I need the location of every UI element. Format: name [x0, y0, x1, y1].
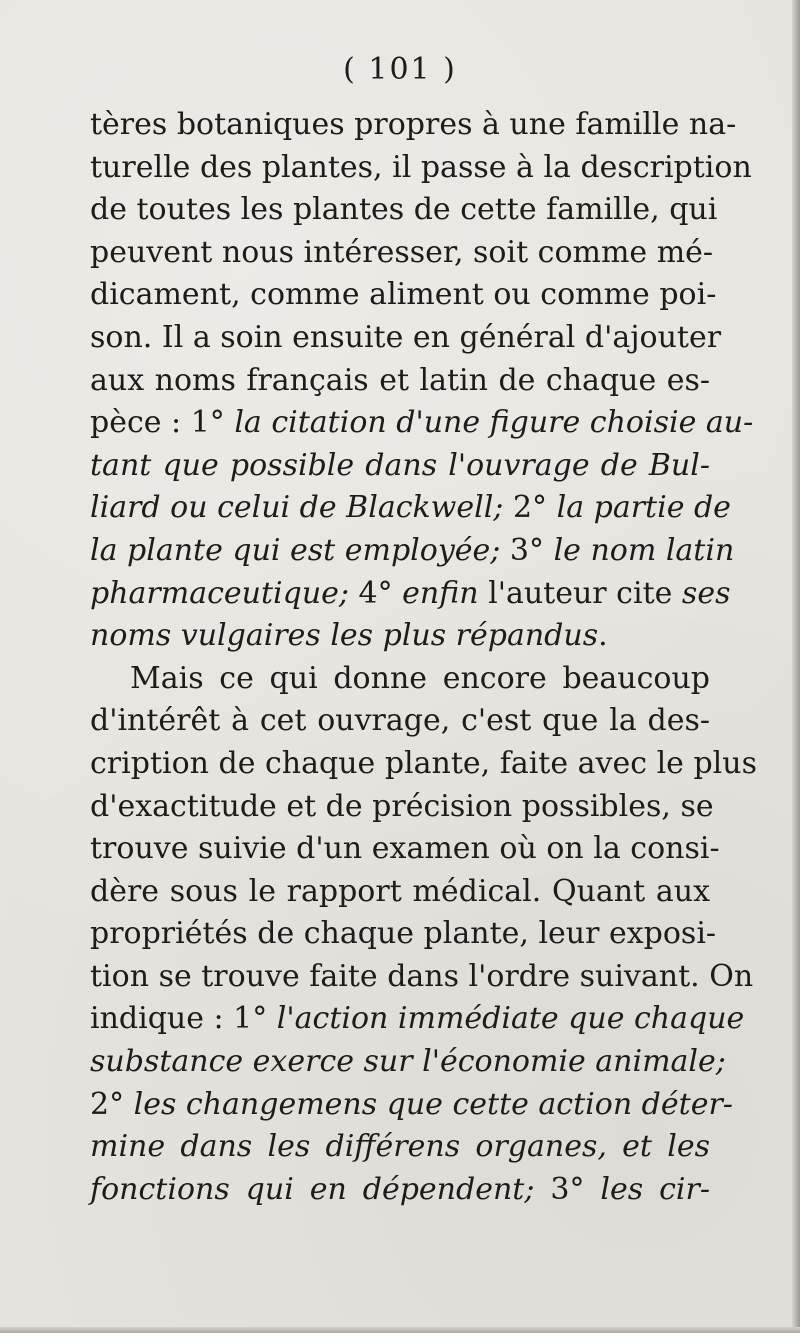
italic-text: le nom latin [553, 532, 735, 568]
text-line [90, 573, 731, 616]
text-line [90, 913, 717, 956]
text-segment: Mais ce qui donne encore beaucoup [130, 660, 710, 696]
text-line [90, 658, 710, 701]
italic-text: tant que possible dans l'ouvrage de Bul- [90, 447, 710, 483]
text-line [90, 487, 731, 530]
text-segment: 3° [500, 532, 554, 568]
text-line [90, 615, 710, 658]
italic-text: substance exerce sur l'économie animale; [90, 1044, 726, 1080]
text-line [90, 530, 735, 573]
italic-text: liard ou celui de Blackwell; [90, 490, 504, 526]
text-line [90, 402, 754, 445]
page-bottom-edge [0, 1327, 800, 1333]
text-line [90, 317, 722, 360]
page-number: ( 101 ) [343, 52, 457, 87]
text-segment: cription de chaque plante, faite avec le plus [90, 745, 757, 781]
text-segment: turelle des plantes, il passe à la description [90, 149, 752, 185]
italic-text: l'action immédiate que chaque [276, 1001, 745, 1037]
text-segment: d'intérêt à cet ouvrage, c'est que la des- [90, 703, 710, 739]
italic-text: noms vulgaires les plus répandus [90, 618, 599, 654]
text-line [90, 445, 710, 488]
page-edge-shadow [792, 0, 800, 1333]
text-line [90, 1041, 726, 1084]
text-segment: l'auteur cite [478, 575, 682, 611]
text-line [90, 189, 718, 232]
text-line [90, 871, 710, 914]
text-line [90, 743, 757, 786]
body-text [90, 104, 757, 1211]
italic-text: fonctions qui en dépendent; [90, 1171, 535, 1207]
text-segment: 2° [503, 490, 557, 526]
text-line [90, 104, 737, 147]
text-segment: de toutes les plantes de cette famille, qui [90, 192, 718, 228]
text-segment: propriétés de chaque plante, leur exposi- [90, 916, 717, 952]
italic-text: les changemens que cette action déter- [133, 1086, 733, 1122]
italic-text: la citation d'une figure choisie au- [234, 405, 754, 441]
text-line [90, 360, 710, 403]
text-line [90, 828, 720, 871]
text-line [90, 232, 714, 275]
text-segment: d'exactitude et de précision possibles, se [90, 788, 714, 824]
text-segment: . [598, 618, 608, 654]
text-line [90, 1169, 710, 1212]
text-line [90, 147, 752, 190]
text-segment: trouve suivie d'un examen où on la consi- [90, 831, 720, 867]
text-segment: tères botaniques propres à une famille na- [90, 107, 737, 142]
italic-text: la plante qui est employée; [90, 532, 501, 568]
text-segment: indique : 1° [90, 1001, 277, 1037]
text-segment: peuvent nous intéresser, soit comme mé- [90, 234, 714, 270]
text-line [90, 1084, 733, 1127]
text-line [90, 786, 714, 829]
italic-text: la partie de [556, 490, 731, 526]
italic-text: mine dans les différens organes, et les [90, 1129, 710, 1165]
italic-text: pharmaceutique; [90, 575, 349, 611]
text-segment: son. Il a soin ensuite en général d'ajouter [90, 319, 722, 355]
text-line [90, 998, 745, 1041]
italic-text: les cir- [600, 1171, 710, 1207]
text-line [90, 274, 717, 317]
text-segment: 2° [90, 1086, 134, 1122]
text-segment: 3° [534, 1171, 601, 1207]
italic-text: ses [681, 575, 731, 611]
text-segment: 4° [349, 575, 403, 611]
text-segment: dicament, comme aliment ou comme poi- [90, 277, 717, 313]
text-segment: aux noms français et latin de chaque es- [90, 362, 710, 398]
text-segment: pèce : 1° [90, 405, 235, 441]
text-line [90, 956, 754, 999]
italic-text: enfin [402, 575, 479, 611]
text-line [90, 1126, 710, 1169]
text-segment: dère sous le rapport médical. Quant aux [90, 873, 710, 909]
text-line [90, 700, 710, 743]
text-segment: tion se trouve faite dans l'ordre suivant. On [90, 958, 754, 994]
